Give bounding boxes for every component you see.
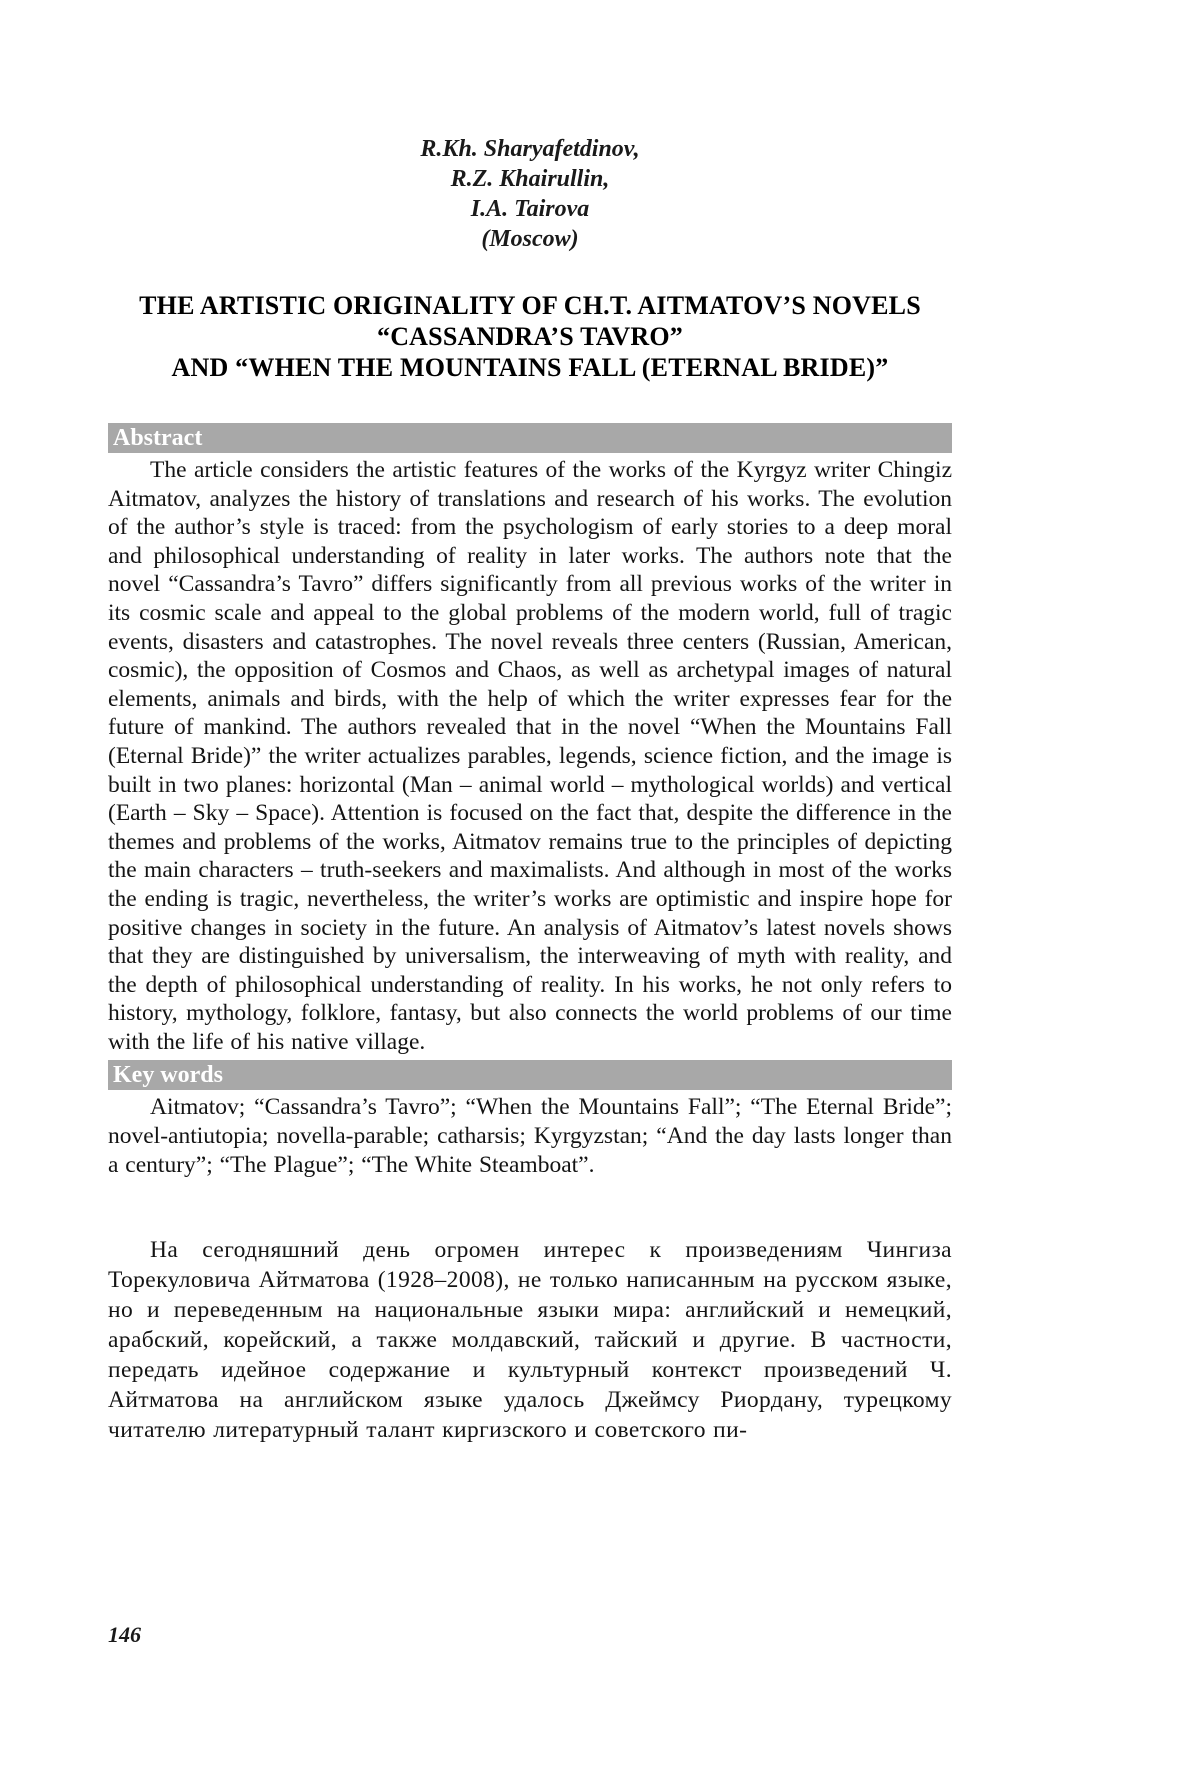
paper-title — [108, 290, 952, 383]
paper-title-line: “CASSANDRA’S TAVRO” — [377, 322, 683, 351]
body-paragraph-russian: На сегодняшний день огромен интерес к произведениям Чингиза Торекуловича Айтматова (1928–2008), не только написанным на русском языке, но и переведенным на национальные языки мира: английский и немецкий, арабский, корейский, а также молдавский, тайский и другие. В частности, передать идейное содержание и культурный контекст произведений Ч. Айтматова на английском языке удалось Джеймсу Риордану, турецкому читателю литературный талант киргизского и советского пи- — [108, 1237, 952, 1444]
abstract-text: The article considers the artistic features of the works of the Kyrgyz writer Chingiz Aitmatov, analyzes the history of translations and research of his works. The evolution of the author’s style is traced: from the psychologism of early stories to a deep moral and philosophical understanding of reality in later works. The authors note that the novel “Cassandra’s Tavro” differs significantly from all previous works of the writer in its cosmic scale and appeal to the global problems of the modern world, full of tragic events, disasters and catastrophes. The novel reveals three centers (Russian, American, cosmic), the opposition of Cosmos and Chaos, as well as archetypal images of natural elements, animals and birds, with the help of which the writer expresses fear for the future of mankind. The authors revealed that in the novel “When the Mountains Fall (Eternal Bride)” the writer actualizes parables, legends, science fiction, and the image is built in two planes: horizontal (Man – animal world – mythological worlds) and vertical (Earth – Sky – Space). Attention is focused on the fact that, despite the difference in the themes and problems of the works, Aitmatov remains true to the principles of depicting the main characters – truth-seekers and maximalists. And although in most of the works the ending is tragic, nevertheless, the writer’s works are optimistic and inspire hope for positive changes in society in the future. An analysis of Aitmatov’s latest novels shows that they are distinguished by universalism, the interweaving of myth with reality, and the depth of philosophical understanding of reality. In his works, he not only refers to history, mythology, folklore, fantasy, but also connects the world problems of our time with the life of his native village. — [108, 457, 952, 1055]
author-line: I.A. Tairova — [470, 196, 590, 222]
author-line: R.Kh. Sharyafetdinov, — [420, 136, 640, 162]
abstract-section-heading: Abstract — [108, 423, 952, 453]
page-number: 146 — [108, 1622, 141, 1647]
author-line: R.Z. Khairullin, — [450, 166, 610, 192]
page-content — [108, 134, 952, 1445]
author-block — [108, 134, 952, 254]
author-city: (Moscow) — [481, 226, 579, 252]
paper-title-line: THE ARTISTIC ORIGINALITY OF CH.T. AITMATOV’S NOVELS — [139, 291, 921, 320]
keywords-text: Aitmatov; “Cassandra’s Tavro”; “When the Mountains Fall”; “The Eternal Bride”; novel-antiutopia; novella-parable; catharsis; Kyrgyzstan; “And the day lasts longer than a century”; “The Plague”; “The White Steamboat”. — [108, 1094, 952, 1178]
keywords-section-heading: Key words — [108, 1060, 952, 1090]
paper-title-line: AND “WHEN THE MOUNTAINS FALL (ETERNAL BRIDE)” — [171, 353, 889, 382]
